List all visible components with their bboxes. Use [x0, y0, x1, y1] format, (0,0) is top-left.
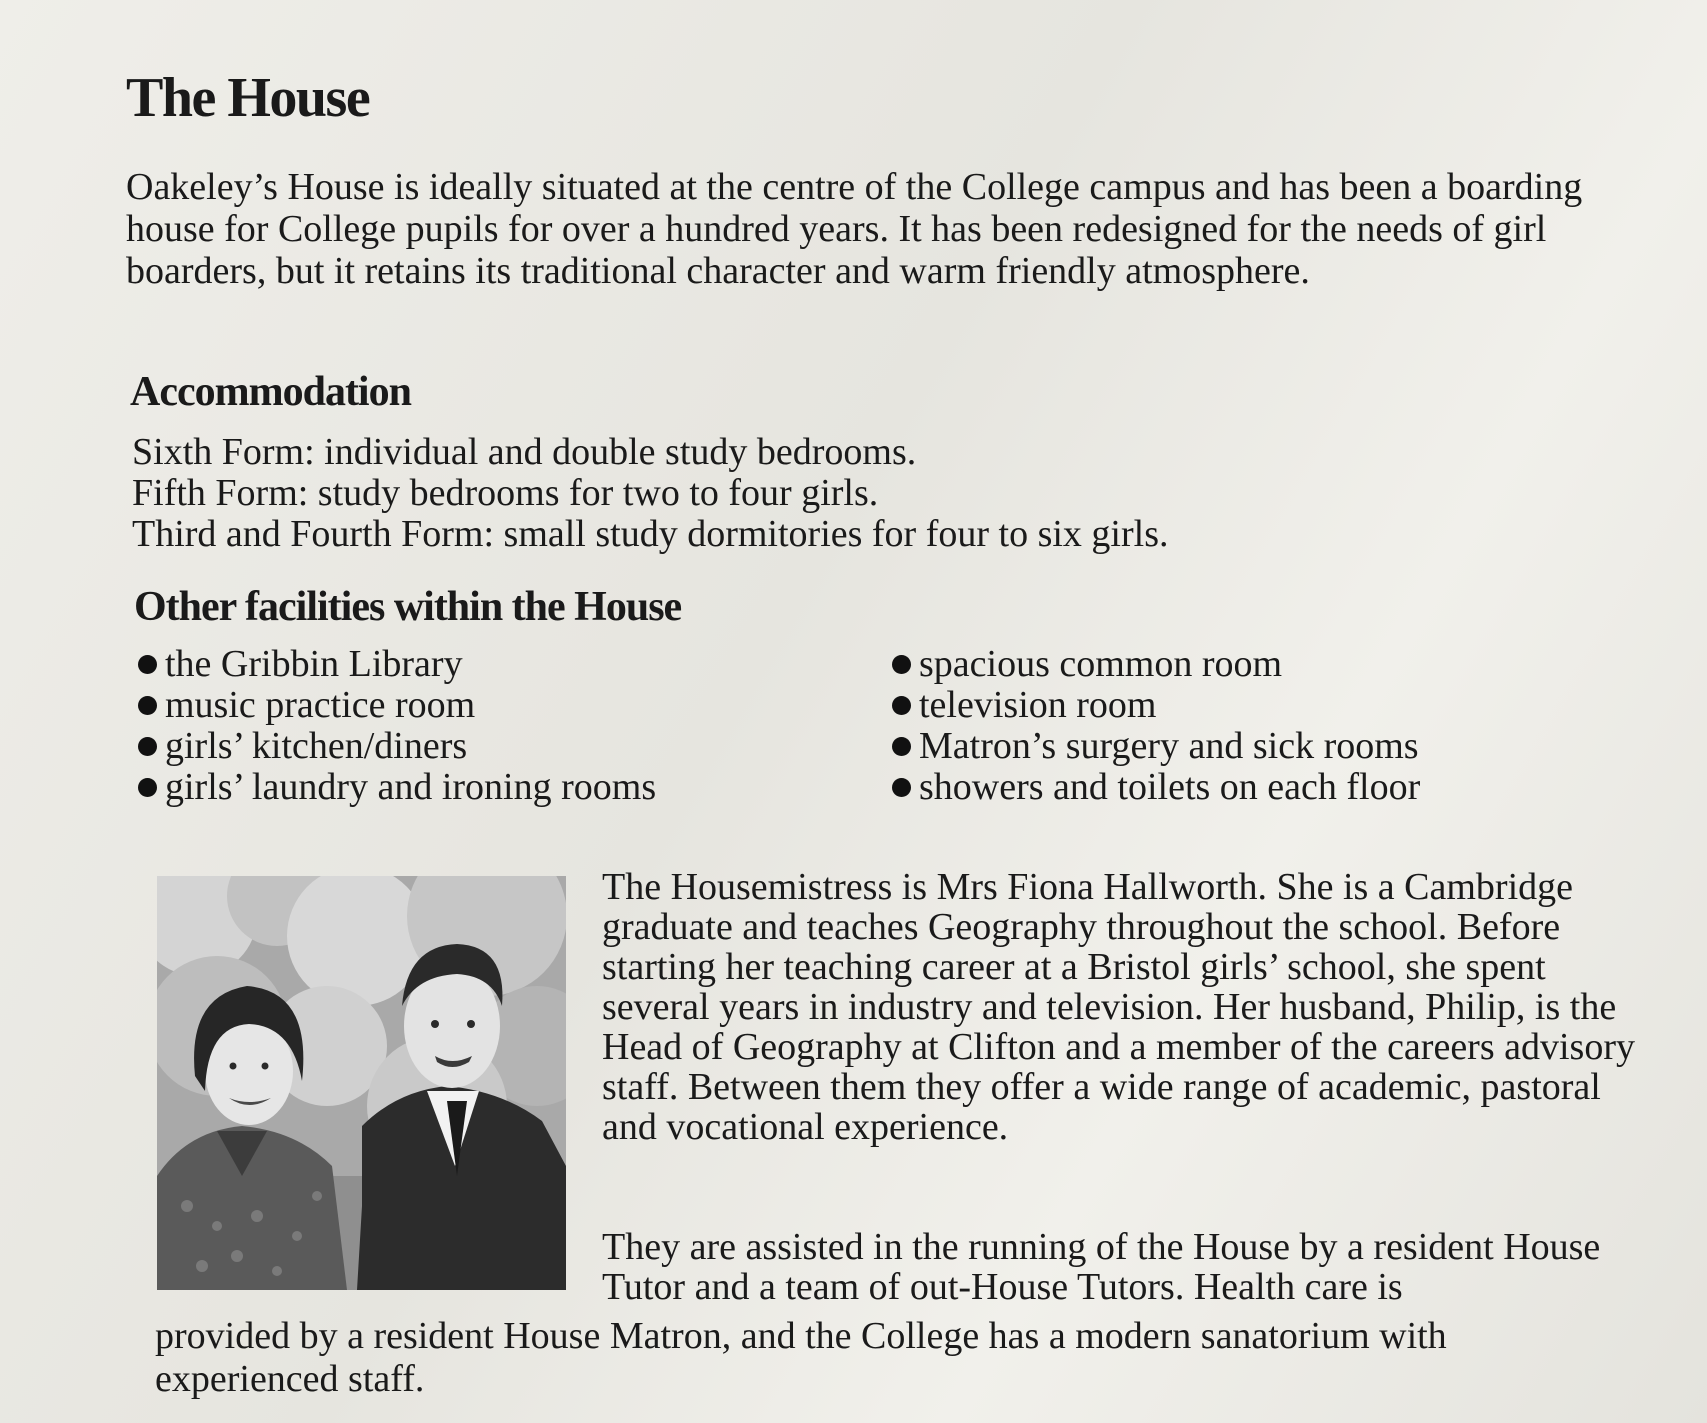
- housemistress-photo: [157, 876, 566, 1290]
- list-item: [138, 685, 656, 726]
- bullet-icon: [892, 778, 911, 797]
- facility-label: girls’ kitchen/diners: [165, 725, 468, 767]
- intro-paragraph: Oakeley’s House is ideally situated at the centre of the College campus and has been a boarding house for College pupils for over a hundred years. It has been redesigned for the needs of girl boarders, but it retains its traditional character and warm friendly atmosphere.: [126, 166, 1583, 292]
- bullet-icon: [892, 696, 911, 715]
- assistance-paragraph: They are assisted in the running of the House by a resident House Tutor and a team of out-House Tutors. Health care is: [602, 1226, 1601, 1308]
- housemistress-bio: The Housemistress is Mrs Fiona Hallworth. She is a Cambridge graduate and teaches Geography throughout the school. Before starting her teaching career at a Bristol girls’ school, she spent several years in industry and television. Her husband, Philip, is the Head of Geography at Clifton and a member of the careers advisory staff. Between them they offer a wide range of academic, pastoral and vocational experience.: [602, 866, 1635, 1148]
- facility-label: Matron’s surgery and sick rooms: [919, 725, 1419, 767]
- accommodation-heading: Accommodation: [130, 369, 411, 415]
- assistance-paragraph-continued: provided by a resident House Matron, and the College has a modern sanatorium with experienced staff.: [155, 1315, 1447, 1400]
- list-item: [892, 644, 1420, 685]
- accommodation-line: Third and Fourth Form: small study dormitories for four to six girls.: [132, 513, 1169, 555]
- facility-label: television room: [919, 684, 1157, 726]
- accommodation-line: Fifth Form: study bedrooms for two to four girls.: [132, 472, 879, 514]
- bullet-icon: [138, 655, 157, 674]
- facility-label: the Gribbin Library: [165, 643, 463, 685]
- facilities-heading: Other facilities within the House: [134, 584, 682, 630]
- facility-label: girls’ laundry and ironing rooms: [165, 766, 657, 808]
- accommodation-list: [132, 432, 1168, 555]
- list-item: [892, 726, 1420, 767]
- list-item: [892, 685, 1420, 726]
- bullet-icon: [138, 778, 157, 797]
- facilities-list-right: [892, 644, 1420, 808]
- bullet-icon: [138, 696, 157, 715]
- list-item: [892, 767, 1420, 808]
- list-item: [138, 767, 656, 808]
- accommodation-line: Sixth Form: individual and double study bedrooms.: [132, 431, 917, 473]
- page-title: The House: [126, 67, 370, 129]
- facility-label: spacious common room: [919, 643, 1283, 685]
- facility-label: showers and toilets on each floor: [919, 766, 1421, 808]
- bullet-icon: [138, 737, 157, 756]
- facilities-list-left: [138, 644, 656, 808]
- facility-label: music practice room: [165, 684, 476, 726]
- bullet-icon: [892, 655, 911, 674]
- list-item: [138, 726, 656, 767]
- bullet-icon: [892, 737, 911, 756]
- list-item: [138, 644, 656, 685]
